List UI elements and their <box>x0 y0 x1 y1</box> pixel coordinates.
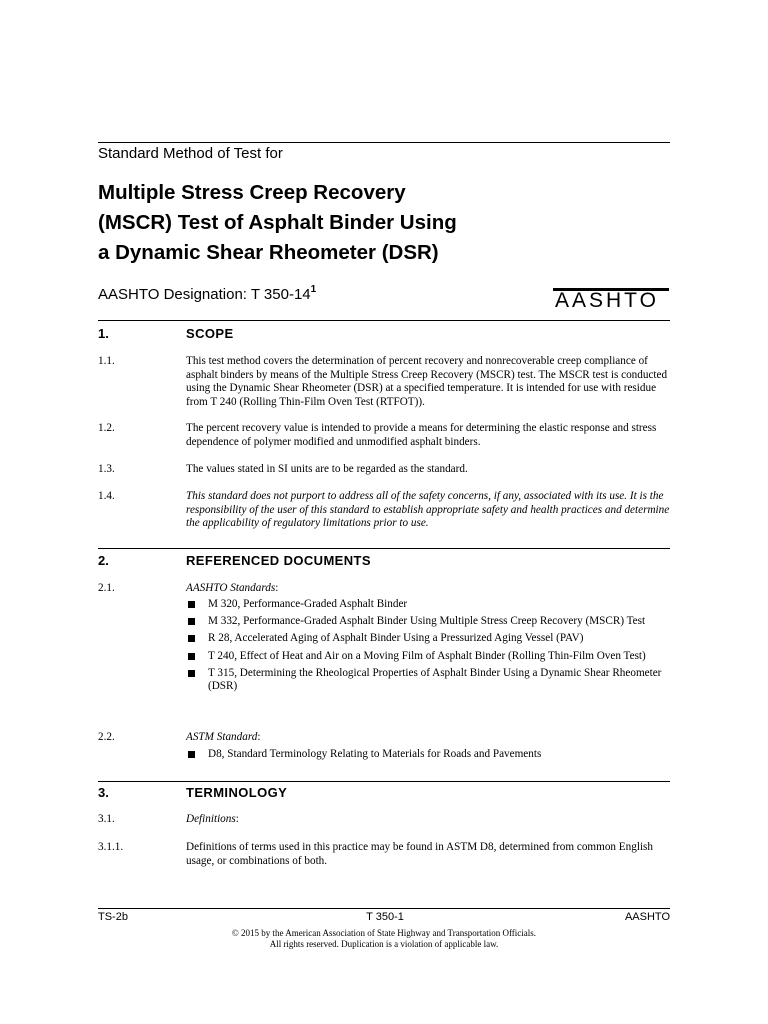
bullet-icon <box>188 618 195 625</box>
para-1-2-number: 1.2. <box>98 422 115 434</box>
para-2-2-number: 2.2. <box>98 731 115 743</box>
para-1-2-text: The percent recovery value is intended to provide a means for determining the elastic response and stress dependence of polymer modified and unmodified asphalt binders. <box>186 422 657 448</box>
copyright-line-2: All rights reserved. Duplication is a violation of applicable law. <box>269 939 499 949</box>
list-item <box>186 650 676 663</box>
para-3-1-1-number: 3.1.1. <box>98 841 124 853</box>
para-3-1-1-text: Definitions of terms used in this practice may be found in ASTM D8, determined from common English usage, or combinations of both. <box>186 841 653 867</box>
section-2-number: 2. <box>98 553 109 568</box>
bullet-icon <box>188 653 195 660</box>
section-3-number: 3. <box>98 785 109 800</box>
list-item-text: D8, Standard Terminology Relating to Materials for Roads and Pavements <box>208 748 542 760</box>
aashto-standards-list <box>186 598 676 697</box>
top-rule <box>98 142 670 143</box>
definitions-label: Definitions <box>186 813 236 825</box>
copyright-line-1: © 2015 by the American Association of State Highway and Transportation Officials. <box>231 928 537 938</box>
list-item <box>186 632 676 645</box>
list-item-text: T 240, Effect of Heat and Air on a Moving Film of Asphalt Binder (Rolling Thin-Film Oven Test) <box>208 649 646 662</box>
bullet-icon <box>188 635 195 642</box>
title-line-2: (MSCR) Test of Asphalt Binder Using <box>98 211 457 234</box>
para-1-1-number: 1.1. <box>98 355 115 367</box>
designation-footnote-ref: 1 <box>310 284 317 295</box>
para-2-1-number: 2.1. <box>98 582 115 594</box>
footer-page-number: T 350-1 <box>366 911 404 923</box>
section-3-title: TERMINOLOGY <box>186 785 288 800</box>
designation-text: AASHTO Designation: T 350-14 <box>98 286 311 303</box>
bullet-icon <box>188 751 195 758</box>
bullet-icon <box>188 601 195 608</box>
para-2-1-heading: AASHTO Standards: <box>186 582 279 594</box>
footer-left: TS-2b <box>98 911 128 923</box>
list-item-text: M 332, Performance-Graded Asphalt Binder Using Multiple Stress Creep Recovery (MSCR) Test <box>208 615 646 628</box>
para-1-1-text: This test method covers the determination of percent recovery and nonrecoverable creep compliance of asphalt binders by means of the Multiple Stress Creep Recovery (MSCR) test. The MSCR test is conducted using the Dynamic Shear Rheometer (DSR) at a specified temperature. It is intended for use with residue from T 240 (Rolling Thin-Film Oven Test (RTFOT)). <box>186 355 668 408</box>
list-item-text: T 315, Determining the Rheological Properties of Asphalt Binder Using a Dynamic Shear Rheometer (DSR) <box>208 666 662 693</box>
section-1-title: SCOPE <box>186 326 234 341</box>
list-item-text: M 320, Performance-Graded Asphalt Binder <box>208 598 408 610</box>
footer-rule <box>98 908 670 909</box>
aashto-standards-label: AASHTO Standards <box>186 582 276 594</box>
section-3-rule <box>98 781 670 782</box>
aashto-logo <box>553 288 669 312</box>
section-1-number: 1. <box>98 326 109 341</box>
para-1-3-text: The values stated in SI units are to be regarded as the standard. <box>186 463 468 475</box>
title-line-3: a Dynamic Shear Rheometer (DSR) <box>98 241 439 264</box>
astm-standards-list <box>186 748 676 765</box>
footer-right: AASHTO <box>624 911 670 923</box>
para-1-4-number: 1.4. <box>98 490 115 502</box>
para-3-1-heading: Definitions: <box>186 813 239 825</box>
document-title <box>98 178 658 268</box>
title-line-1: Multiple Stress Creep Recovery <box>98 181 406 204</box>
logo-text: AASHTO <box>555 289 659 312</box>
list-item <box>186 598 676 611</box>
section-2-title: REFERENCED DOCUMENTS <box>186 553 371 568</box>
list-item <box>186 615 676 628</box>
list-item-text: R 28, Accelerated Aging of Asphalt Binder Using a Pressurized Aging Vessel (PAV) <box>208 632 584 645</box>
para-1-4-text: This standard does not purport to address all of the safety concerns, if any, associated with its use. It is the responsibility of the user of this standard to establish appropriate safety and health practices and determine the applicability of regulatory limitations prior to use. <box>186 490 670 529</box>
section-1-rule <box>98 320 670 321</box>
astm-standard-label: ASTM Standard <box>186 731 258 743</box>
list-item <box>186 667 676 693</box>
bullet-icon <box>188 670 195 677</box>
para-1-3-number: 1.3. <box>98 463 115 475</box>
section-2-rule <box>98 548 670 549</box>
aashto-designation <box>98 285 316 303</box>
standard-method-heading: Standard Method of Test for <box>98 145 283 162</box>
para-3-1-number: 3.1. <box>98 813 115 825</box>
copyright-notice <box>150 928 618 950</box>
para-2-2-heading: ASTM Standard: <box>186 731 261 743</box>
list-item <box>186 748 676 761</box>
